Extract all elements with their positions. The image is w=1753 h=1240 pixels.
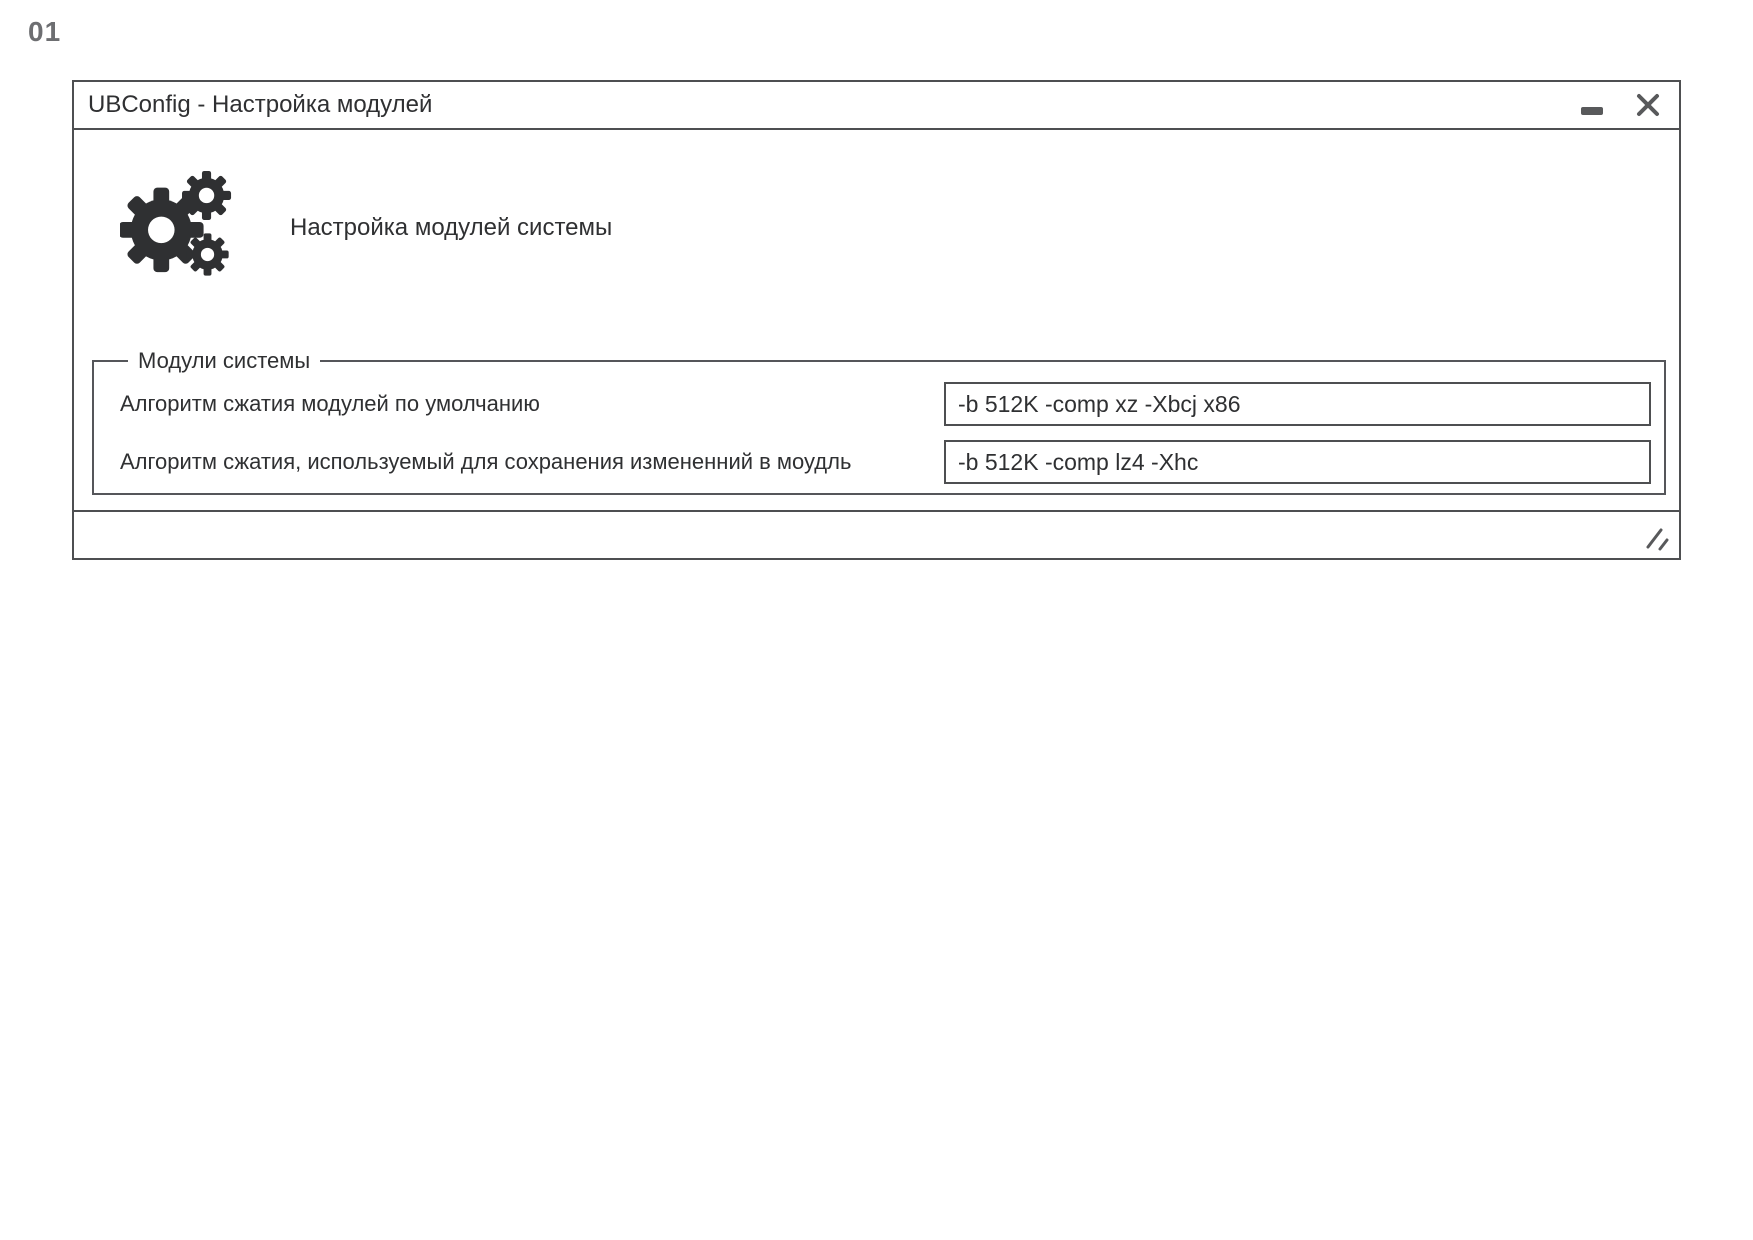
save-compression-input[interactable] <box>944 440 1651 484</box>
titlebar-controls <box>1579 92 1661 118</box>
default-compression-input[interactable] <box>944 382 1651 426</box>
figure-label: 01 <box>28 16 62 47</box>
save-compression-label: Алгоритм сжатия, используемый для сохранения измененний в моудль <box>120 449 852 474</box>
window-title: UBConfig - Настройка модулей <box>88 91 433 118</box>
field-row-save-compression <box>120 440 1651 484</box>
modules-groupbox <box>92 348 1666 495</box>
statusbar <box>74 510 1679 558</box>
field-row-default-compression <box>120 382 1651 426</box>
window-content <box>74 130 1679 510</box>
titlebar[interactable] <box>74 82 1679 130</box>
default-compression-label: Алгоритм сжатия модулей по умолчанию <box>120 391 540 416</box>
close-icon <box>1636 93 1660 117</box>
gears-icon <box>120 166 238 282</box>
close-button[interactable] <box>1635 92 1661 118</box>
page-title: Настройка модулей системы <box>290 214 613 241</box>
groupbox-legend: Модули системы <box>138 348 311 373</box>
minimize-icon <box>1581 107 1603 115</box>
minimize-button[interactable] <box>1579 92 1605 118</box>
ubconfig-window <box>72 80 1681 560</box>
resize-grip-icon[interactable] <box>1645 527 1671 551</box>
